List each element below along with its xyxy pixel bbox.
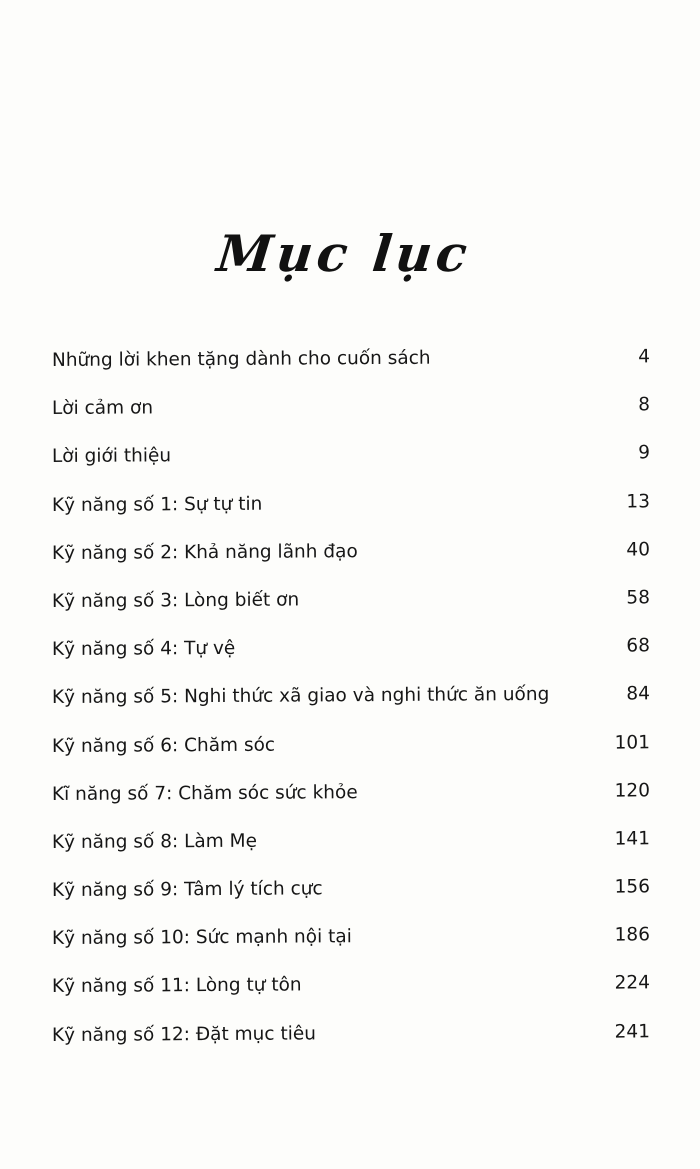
toc-entry-page-number: 40 [626, 539, 651, 561]
toc-entry-label: Kỹ năng số 11: Lòng tự tôn [51, 974, 302, 998]
toc-entry-page-number: 120 [614, 780, 651, 802]
toc-entry[interactable] [52, 774, 650, 826]
toc-entry-page-number: 101 [614, 731, 651, 754]
toc-entry-label: Kĩ năng số 7: Chăm sóc sức khỏe [51, 781, 358, 805]
toc-entry-page-number: 4 [638, 346, 651, 368]
toc-entry-label: Kỹ năng số 8: Làm Mẹ [51, 830, 257, 853]
toc-entry[interactable] [52, 678, 650, 730]
toc-entry[interactable] [52, 967, 650, 1019]
toc-entry-page-number: 13 [626, 490, 651, 513]
toc-entry[interactable] [52, 485, 650, 537]
toc-entry[interactable] [52, 726, 650, 778]
toc-entry[interactable] [52, 581, 650, 633]
toc-entry-label: Lời cảm ơn [51, 397, 154, 420]
toc-entry-page-number: 186 [614, 924, 651, 946]
toc-entry-label: Kỹ năng số 9: Tâm lý tích cực [51, 878, 323, 902]
toc-entry[interactable] [52, 437, 650, 489]
page-title: Mục lục [214, 223, 474, 283]
toc-entry-page-number: 8 [638, 394, 651, 416]
toc-entry[interactable] [52, 340, 650, 392]
toc-entry-page-number: 9 [638, 442, 651, 464]
toc-entry-page-number: 241 [614, 1020, 651, 1043]
toc-entry[interactable] [52, 822, 650, 874]
toc-entry-label: Những lời khen tặng dành cho cuốn sách [51, 347, 431, 371]
toc-entry-label: Kỹ năng số 3: Lòng biết ơn [51, 589, 300, 612]
toc-entry-label: Kỹ năng số 6: Chăm sóc [51, 734, 276, 757]
toc-entry-label: Kỹ năng số 10: Sức mạnh nội tại [51, 926, 352, 950]
toc-entry-page-number: 156 [614, 876, 651, 898]
toc-entry[interactable] [52, 533, 650, 585]
toc-entry[interactable] [52, 1015, 650, 1067]
toc-entry[interactable] [52, 389, 650, 441]
toc-entry-label: Kỹ năng số 5: Nghi thức xã giao và nghi thức ăn uống [51, 684, 550, 709]
toc-entry-page-number: 84 [626, 683, 651, 705]
toc-entry[interactable] [52, 919, 650, 971]
toc-entry[interactable] [52, 870, 650, 922]
toc-entry-page-number: 141 [614, 828, 651, 850]
table-of-contents [52, 344, 650, 1067]
toc-entry-page-number: 224 [614, 972, 651, 995]
toc-entry-label: Kỹ năng số 4: Tự vệ [51, 638, 236, 661]
toc-entry-label: Kỹ năng số 2: Khả năng lãnh đạo [51, 540, 358, 564]
toc-entry-label: Kỹ năng số 12: Đặt mục tiêu [51, 1023, 316, 1046]
toc-entry-page-number: 58 [626, 587, 651, 609]
toc-entry[interactable] [52, 629, 650, 681]
toc-entry-label: Kỹ năng số 1: Sự tự tin [51, 493, 263, 516]
toc-entry-label: Lời giới thiệu [51, 445, 172, 468]
toc-entry-page-number: 68 [626, 635, 651, 657]
